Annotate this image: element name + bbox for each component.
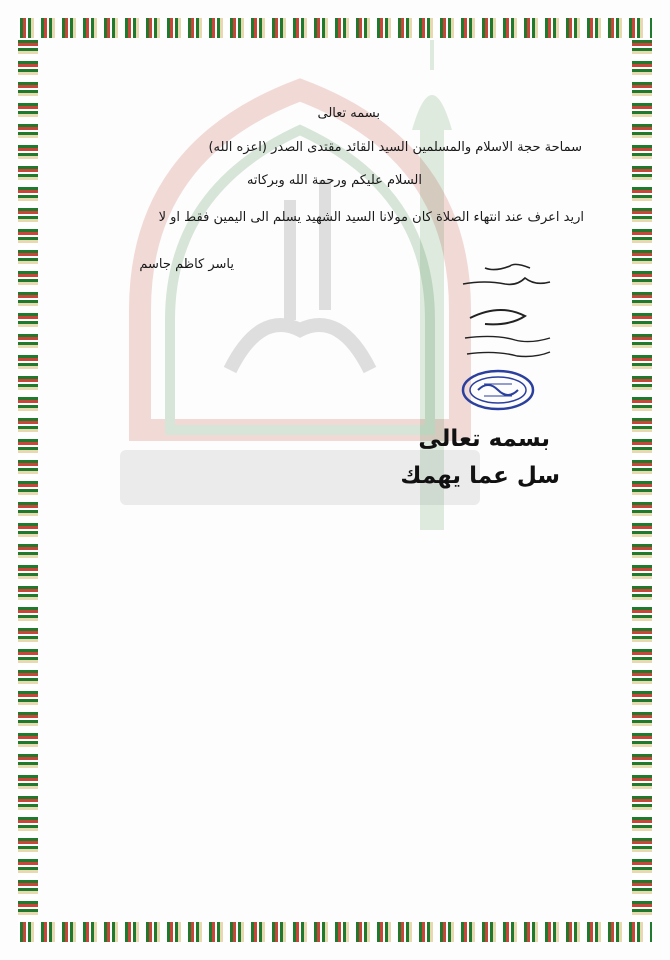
decorative-border-top [18,18,652,38]
reply-basmala: بسمه تعالى [418,426,550,452]
decorative-border-bottom [18,922,652,942]
handwritten-signature-icon [455,258,565,368]
letter-basmala: بسمه تعالى [317,106,380,121]
reply-answer: سل عما يهمك [400,463,560,489]
letter-question: اريد اعرف عند انتهاء الصلاة كان مولانا السيد الشهيد يسلم الى اليمين فقط او لا [158,210,584,225]
letter-greeting: السلام عليكم ورحمة الله وبركاته [246,173,422,188]
letter-signer-name: ياسر كاظم جاسم [139,257,234,272]
decorative-border-left [18,38,38,922]
decorative-border-right [632,38,652,922]
seal-stamp-icon [460,368,536,412]
minaret-watermark-icon [402,40,462,530]
letter-addressee: سماحة حجة الاسلام والمسلمين السيد القائد مقتدى الصدر (اعزه الله) [208,140,582,155]
